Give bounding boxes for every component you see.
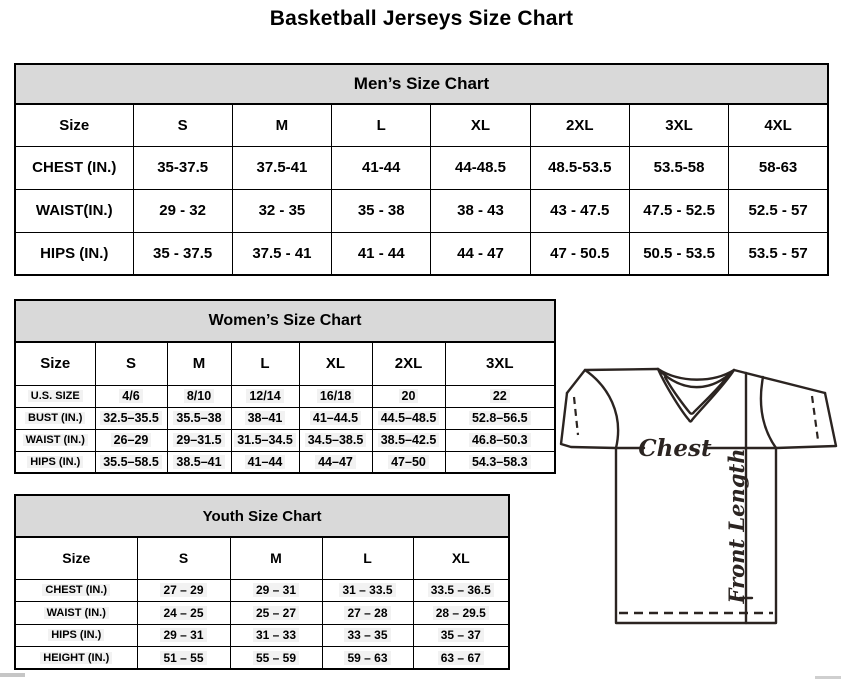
- left-armhole-seam: [585, 370, 618, 448]
- table-row: [15, 385, 555, 407]
- value-cell: 37.5-41: [232, 146, 331, 189]
- value-cell: 35 – 37: [413, 624, 509, 647]
- row-label: HIPS (IN.): [15, 624, 137, 647]
- column-header: XL: [299, 342, 372, 385]
- value-cell: 28 – 29.5: [413, 602, 509, 625]
- column-header: XL: [413, 537, 509, 579]
- row-label: BUST (IN.): [15, 407, 95, 429]
- column-header: S: [95, 342, 167, 385]
- v-neck-outer-line: [658, 369, 734, 422]
- value-cell: 38.5–42.5: [372, 429, 445, 451]
- table-row: [15, 232, 828, 275]
- womens-table-title: Women’s Size Chart: [15, 300, 555, 342]
- youth-table-title: Youth Size Chart: [15, 495, 509, 537]
- value-cell: 44-48.5: [431, 146, 530, 189]
- mens-table-title: Men’s Size Chart: [15, 64, 828, 104]
- value-cell: 35 - 37.5: [133, 232, 232, 275]
- value-cell: 35.5–38: [167, 407, 231, 429]
- value-cell: 34.5–38.5: [299, 429, 372, 451]
- value-cell: 25 – 27: [230, 602, 322, 625]
- column-header: M: [167, 342, 231, 385]
- value-cell: 35.5–58.5: [95, 451, 167, 473]
- row-label: CHEST (IN.): [15, 579, 137, 602]
- value-cell: 58-63: [729, 146, 828, 189]
- value-cell: 29 - 32: [133, 189, 232, 232]
- jersey-body-outline: [616, 448, 776, 623]
- value-cell: 47.5 - 52.5: [629, 189, 728, 232]
- page-title: Basketball Jerseys Size Chart: [269, 7, 574, 30]
- value-cell: 44 - 47: [431, 232, 530, 275]
- value-cell: 32 - 35: [232, 189, 331, 232]
- jersey-measurement-diagram: [558, 362, 842, 628]
- right-armhole-seam: [761, 377, 776, 448]
- value-cell: 38.5–41: [167, 451, 231, 473]
- row-label: HIPS (IN.): [15, 232, 133, 275]
- front-length-label: Front Length: [724, 448, 749, 604]
- column-header: 4XL: [729, 104, 828, 146]
- table-row: [15, 647, 509, 670]
- value-cell: 47–50: [372, 451, 445, 473]
- womens-size-chart-table: [14, 299, 556, 474]
- value-cell: 63 – 67: [413, 647, 509, 670]
- value-cell: 31.5–34.5: [231, 429, 299, 451]
- column-header: 3XL: [445, 342, 555, 385]
- value-cell: 44–47: [299, 451, 372, 473]
- value-cell: 38–41: [231, 407, 299, 429]
- jersey-right-shoulder-line: [734, 370, 825, 393]
- column-header: 3XL: [629, 104, 728, 146]
- row-label: WAIST(IN.): [15, 189, 133, 232]
- row-label: CHEST (IN.): [15, 146, 133, 189]
- left-sleeve-outline: [561, 393, 616, 448]
- value-cell: 8/10: [167, 385, 231, 407]
- column-header: L: [322, 537, 413, 579]
- value-cell: 38 - 43: [431, 189, 530, 232]
- horizontal-scrollbar-fragment-left[interactable]: [0, 673, 25, 677]
- value-cell: 48.5-53.5: [530, 146, 629, 189]
- table-row: [15, 429, 555, 451]
- value-cell: 47 - 50.5: [530, 232, 629, 275]
- column-header: L: [231, 342, 299, 385]
- value-cell: 4/6: [95, 385, 167, 407]
- table-row: [15, 451, 555, 473]
- right-sleeve-outline: [776, 393, 836, 448]
- table-row: [15, 189, 828, 232]
- row-label: WAIST (IN.): [15, 602, 137, 625]
- table-row: [15, 624, 509, 647]
- chest-label: Chest: [638, 435, 712, 462]
- value-cell: 27 – 28: [322, 602, 413, 625]
- jersey-left-shoulder-line: [567, 369, 658, 393]
- value-cell: 12/14: [231, 385, 299, 407]
- left-sleeve-cuff-dashed-line: [574, 397, 578, 435]
- value-cell: 50.5 - 53.5: [629, 232, 728, 275]
- column-header: Size: [15, 342, 95, 385]
- value-cell: 16/18: [299, 385, 372, 407]
- value-cell: 52.8–56.5: [445, 407, 555, 429]
- column-header: 2XL: [530, 104, 629, 146]
- value-cell: 41–44.5: [299, 407, 372, 429]
- value-cell: 41-44: [332, 146, 431, 189]
- value-cell: 43 - 47.5: [530, 189, 629, 232]
- table-row: [15, 146, 828, 189]
- value-cell: 44.5–48.5: [372, 407, 445, 429]
- column-header: M: [232, 104, 331, 146]
- value-cell: 32.5–35.5: [95, 407, 167, 429]
- value-cell: 20: [372, 385, 445, 407]
- value-cell: 59 – 63: [322, 647, 413, 670]
- value-cell: 29–31.5: [167, 429, 231, 451]
- column-header: XL: [431, 104, 530, 146]
- value-cell: 31 – 33: [230, 624, 322, 647]
- value-cell: 31 – 33.5: [322, 579, 413, 602]
- column-header: L: [332, 104, 431, 146]
- column-header: S: [133, 104, 232, 146]
- youth-size-chart-table: [14, 494, 510, 670]
- value-cell: 29 – 31: [230, 579, 322, 602]
- row-label: U.S. SIZE: [15, 385, 95, 407]
- column-header: M: [230, 537, 322, 579]
- column-header: S: [137, 537, 230, 579]
- value-cell: 35-37.5: [133, 146, 232, 189]
- value-cell: 27 – 29: [137, 579, 230, 602]
- value-cell: 46.8–50.3: [445, 429, 555, 451]
- value-cell: 33 – 35: [322, 624, 413, 647]
- right-sleeve-cuff-dashed-line: [812, 396, 818, 440]
- mens-size-chart-table: [14, 63, 829, 276]
- table-row: [15, 602, 509, 625]
- value-cell: 41–44: [231, 451, 299, 473]
- value-cell: 29 – 31: [137, 624, 230, 647]
- value-cell: 22: [445, 385, 555, 407]
- value-cell: 52.5 - 57: [729, 189, 828, 232]
- row-label: HEIGHT (IN.): [15, 647, 137, 670]
- column-header: 2XL: [372, 342, 445, 385]
- value-cell: 33.5 – 36.5: [413, 579, 509, 602]
- value-cell: 54.3–58.3: [445, 451, 555, 473]
- row-label: WAIST (IN.): [15, 429, 95, 451]
- value-cell: 41 - 44: [332, 232, 431, 275]
- column-header: Size: [15, 537, 137, 579]
- column-header: Size: [15, 104, 133, 146]
- value-cell: 35 - 38: [332, 189, 431, 232]
- value-cell: 55 – 59: [230, 647, 322, 670]
- value-cell: 51 – 55: [137, 647, 230, 670]
- value-cell: 26–29: [95, 429, 167, 451]
- value-cell: 53.5 - 57: [729, 232, 828, 275]
- table-row: [15, 579, 509, 602]
- value-cell: 24 – 25: [137, 602, 230, 625]
- row-label: HIPS (IN.): [15, 451, 95, 473]
- value-cell: 53.5-58: [629, 146, 728, 189]
- value-cell: 37.5 - 41: [232, 232, 331, 275]
- table-row: [15, 407, 555, 429]
